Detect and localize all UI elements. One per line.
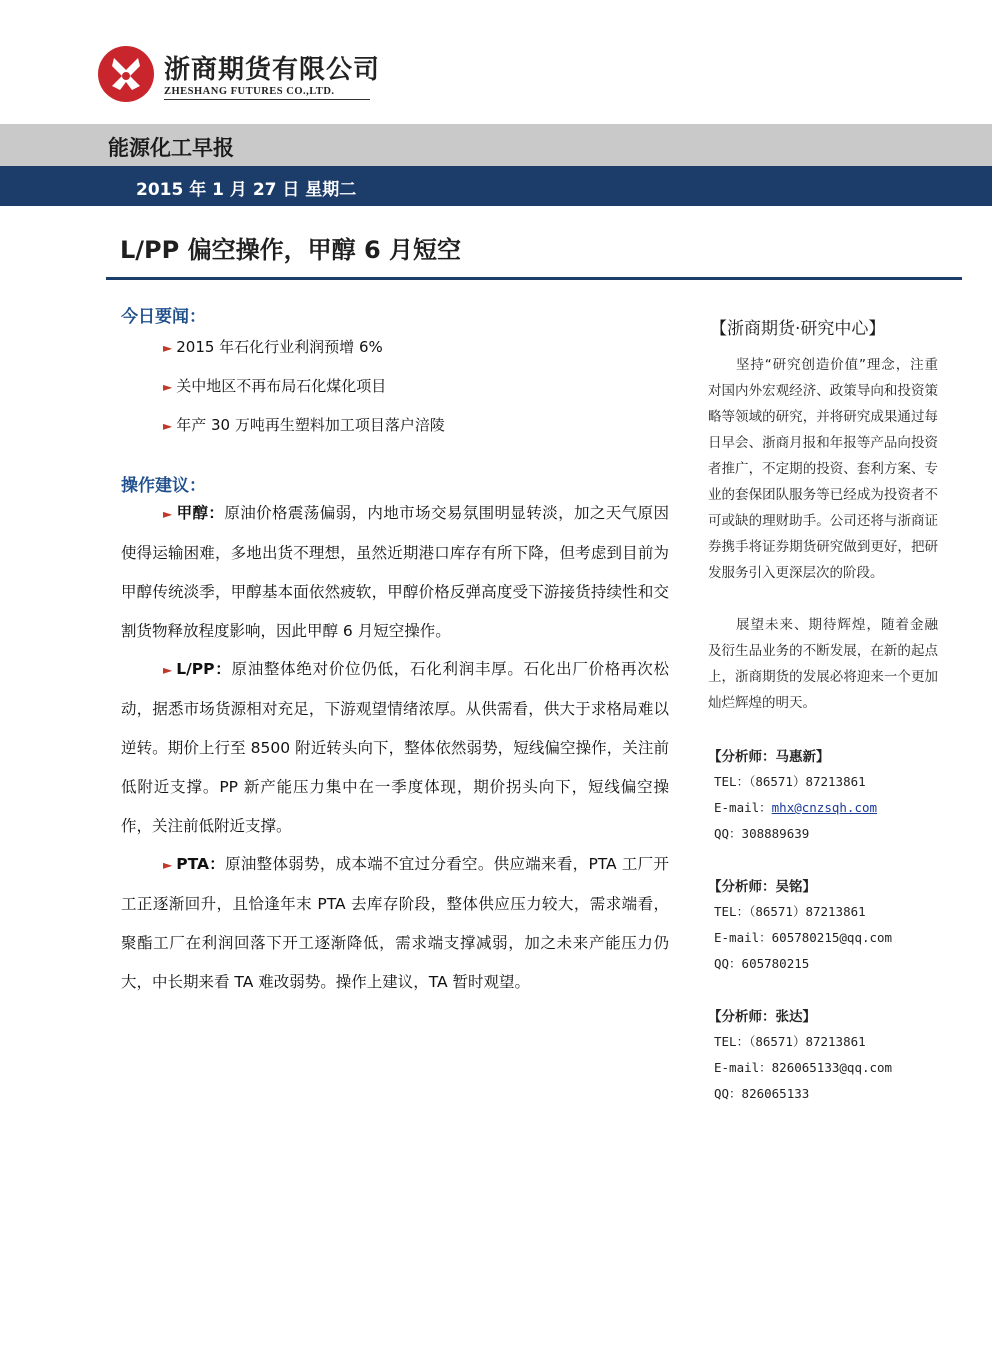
news-section-title: 今日要闻： (121, 307, 206, 327)
headline-rule (106, 277, 962, 280)
report-name-band (0, 124, 992, 166)
advice-paragraph-lpp (121, 650, 669, 846)
analyst-email: E-mail：605780215@qq.com (714, 930, 893, 945)
date-band (0, 166, 992, 206)
research-center-outlook: 展望未来、期待辉煌，随着金融及衍生品业务的不断发展，在新的起点上，浙商期货的发展必将迎来一个更加灿烂辉煌的明天。 (708, 617, 938, 711)
news-item: ► 关中地区不再布局石化煤化项目 (163, 377, 387, 395)
news-item: ► 2015 年石化行业利润预增 6% (163, 338, 383, 356)
advice-text: 原油价格震荡偏弱，内地市场交易氛围明显转淡，加之天气原因使得运输困难，多地出货不理想，虽然近期港口库存有所下降，但考虑到目前为甲醇传统淡季，甲醇基本面依然疲软，甲醇价格反弹高度受下游接货持续性和交割货物释放程度影响，因此甲醇 6 月短空操作。 (121, 504, 669, 640)
analyst-tel: TEL：（86571）87213861 (714, 904, 866, 919)
bullet-arrow-icon: ► (163, 419, 173, 433)
advice-paragraph-pta (121, 845, 669, 1002)
report-date: 2015 年 1 月 27 日 星期二 (136, 180, 357, 200)
advice-section-title: 操作建议： (121, 476, 206, 496)
company-logo-icon (96, 44, 156, 104)
bullet-arrow-icon: ► (163, 663, 173, 677)
analyst-qq: QQ：826065133 (714, 1086, 810, 1101)
analyst-qq: QQ：605780215 (714, 956, 810, 971)
analyst-qq: QQ：308889639 (714, 826, 810, 841)
advice-text: 原油整体弱势，成本端不宜过分看空。供应端来看，PTA 工厂开工正逐渐回升，且恰逢年末 PTA 去库存阶段，整体供应压力较大，需求端看，聚酯工厂在利润回落下开工逐渐降低，需求端支撑减弱，加之未来产能压力仍大，中长期来看 TA 难改弱势。操作上建议，TA 暂时观望。 (121, 855, 669, 991)
research-center-title: 【浙商期货·研究中心】 (710, 319, 886, 339)
analyst-title: 【分析师：张达】 (708, 1009, 816, 1025)
bullet-arrow-icon: ► (163, 341, 173, 355)
report-name: 能源化工早报 (108, 136, 234, 160)
company-name-cn: 浙商期货有限公司 (164, 55, 381, 85)
bullet-arrow-icon: ► (163, 507, 173, 521)
analyst-email: E-mail：mhx@cnzsqh.com (714, 800, 878, 815)
analyst-tel: TEL：（86571）87213861 (714, 774, 866, 789)
logo-underline (164, 99, 370, 100)
news-item: ► 年产 30 万吨再生塑料加工项目落户涪陵 (163, 416, 445, 434)
research-center-intro: 坚持“研究创造价值”理念，注重对国内外宏观经济、政策导向和投资策略等领域的研究，并将研究成果通过每日早会、浙商月报和年报等产品向投资者推广，不定期的投资、套利方案、专业的套保团队服务等已经成为投资者不可或缺的理财助手。公司还将与浙商证券携手将证券期货研究做到更好，把研发服务引入更深层次的阶段。 (708, 357, 938, 581)
advice-text: 原油整体绝对价位仍低，石化利润丰厚。石化出厂价格再次松动，据悉市场货源相对充足，下游观望情绪浓厚。从供需看，供大于求格局难以逆转。期价上行至 8500 附近转头向下，整体依然弱势，短线偏空操作，关注前低附近支撑。PP 新产能压力集中在一季度体现，期价拐头向下，短线偏空操作，关注前低附近支撑。 (121, 660, 669, 835)
email-link[interactable]: mhx@cnzsqh.com (771, 800, 878, 815)
analyst-title: 【分析师：马惠新】 (708, 749, 830, 765)
headline: L/PP 偏空操作，甲醇 6 月短空 (120, 236, 462, 264)
advice-label: 甲醇： (176, 504, 225, 522)
analyst-title: 【分析师：吴铭】 (708, 879, 816, 895)
company-name-en: ZHESHANG FUTURES CO.,LTD. (164, 86, 335, 97)
analyst-email: E-mail：826065133@qq.com (714, 1060, 893, 1075)
advice-label: PTA： (176, 855, 226, 873)
advice-label: L/PP： (176, 660, 232, 678)
advice-paragraph-methanol (121, 494, 669, 651)
analyst-tel: TEL：（86571）87213861 (714, 1034, 866, 1049)
bullet-arrow-icon: ► (163, 380, 173, 394)
bullet-arrow-icon: ► (163, 858, 173, 872)
